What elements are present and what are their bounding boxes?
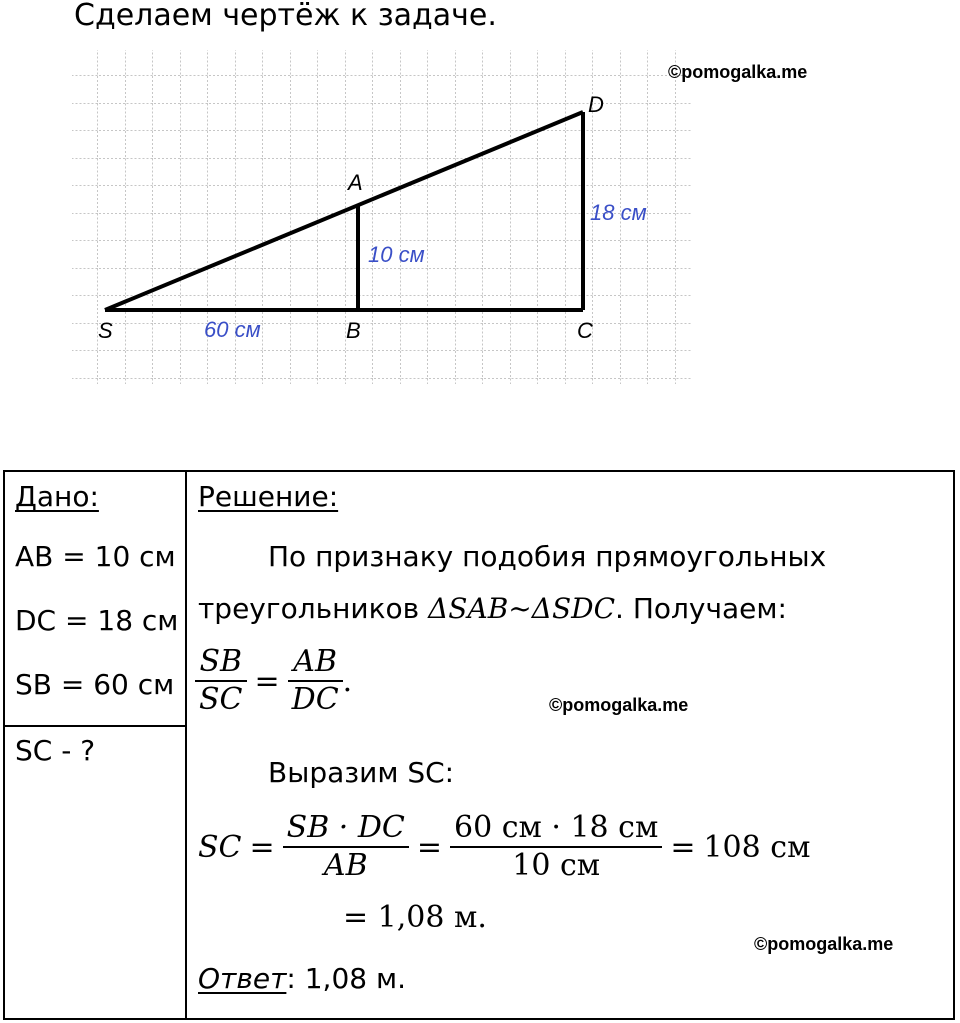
fraction-numerator: SB · DC — [286, 810, 405, 845]
similarity-statement: ΔSAB~ΔSDC — [428, 592, 616, 625]
calc-formula — [198, 810, 810, 884]
point-a: A — [348, 170, 363, 195]
fraction-numerator: SB — [199, 644, 243, 679]
watermark: ©pomogalka.me — [549, 695, 689, 715]
calc-lhs: SC — [198, 829, 242, 865]
intro-text: Сделаем чертёж к задаче. — [74, 0, 497, 33]
fraction-numerator: AB — [293, 644, 338, 679]
line2-suffix: . Получаем: — [615, 592, 787, 625]
point-c: C — [577, 318, 593, 343]
ratio-fraction-left — [195, 644, 247, 718]
label-sb: 60 см — [204, 317, 261, 342]
solution-title: Решение: — [198, 480, 339, 513]
point-s: S — [98, 318, 113, 343]
watermark: ©pomogalka.me — [668, 62, 808, 82]
equals-sign: = — [249, 829, 275, 865]
given-item: AB = 10 см — [15, 540, 176, 573]
fraction-denominator: 10 см — [512, 848, 601, 883]
fraction-numerator: 60 см · 18 см — [454, 810, 659, 845]
calc-result: 108 см — [703, 829, 811, 865]
given-divider — [5, 725, 185, 727]
given-item: DC = 18 см — [15, 604, 179, 637]
watermark: ©pomogalka.me — [754, 934, 894, 954]
point-d: D — [588, 92, 604, 117]
equals-sign: = — [254, 663, 280, 699]
calc-result-meters: = 1,08 м. — [343, 900, 487, 935]
express-line: Выразим SC: — [268, 756, 455, 789]
fraction-denominator: SC — [199, 682, 243, 717]
label-ab: 10 см — [368, 242, 425, 267]
given-title: Дано: — [15, 480, 99, 513]
ratio-formula — [195, 644, 352, 718]
answer-line — [198, 962, 406, 995]
fraction-denominator: AB — [323, 848, 368, 883]
fraction-denominator: DC — [291, 682, 339, 717]
solution-line1: По признаку подобия прямоугольных — [268, 540, 827, 573]
point-b: B — [346, 318, 361, 343]
answer-value: : 1,08 м. — [286, 962, 406, 995]
solution-line2 — [198, 592, 787, 625]
equals-sign: = — [416, 829, 443, 865]
answer-label: Ответ — [198, 962, 287, 995]
triangle-drawing — [70, 48, 695, 388]
find-item: SC - ? — [15, 734, 96, 767]
ratio-fraction-right — [288, 644, 343, 718]
line2-prefix: треугольников — [198, 592, 420, 625]
given-item: SB = 60 см — [15, 668, 175, 701]
calc-fraction-symbolic — [283, 810, 409, 884]
period: . — [342, 663, 353, 699]
calc-fraction-numeric — [450, 810, 662, 884]
label-dc: 18 см — [590, 200, 647, 225]
equals-sign: = — [670, 829, 696, 865]
column-divider — [185, 472, 187, 1018]
